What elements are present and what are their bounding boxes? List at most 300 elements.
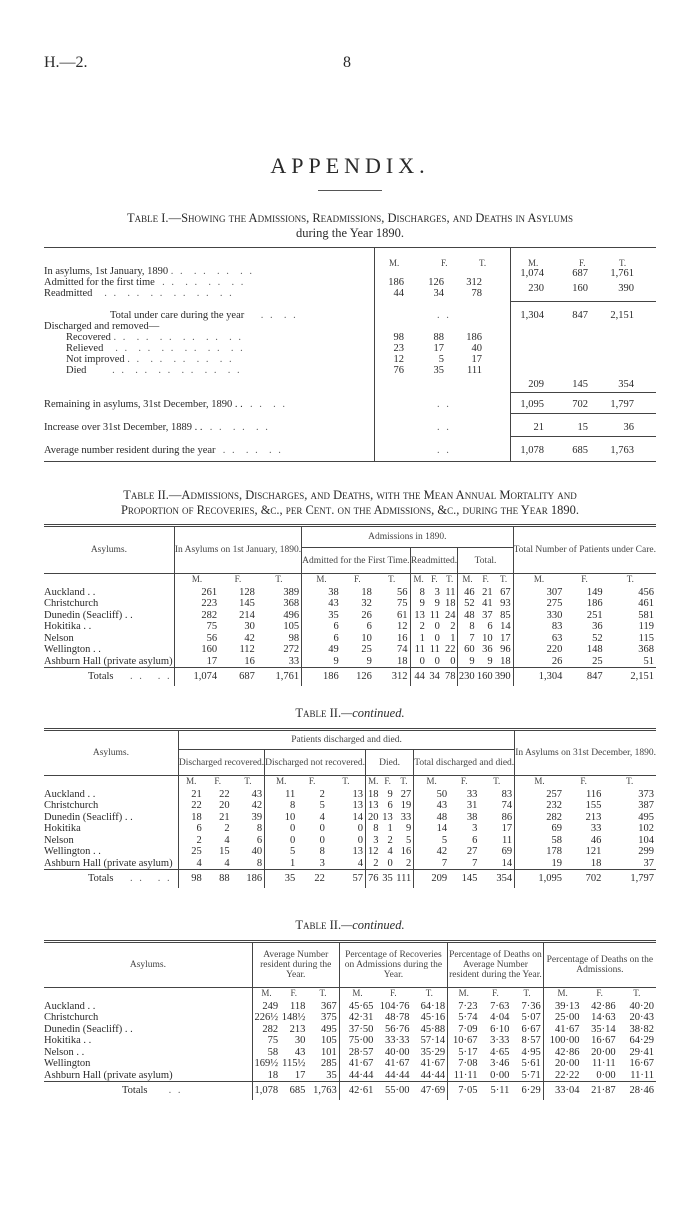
- cell-value: 389: [283, 586, 300, 598]
- t1-label-relieved: Relieved . . . . . . . . . . . .: [66, 343, 245, 354]
- cell-value: 128: [239, 586, 255, 598]
- cell-value: 0: [434, 632, 440, 644]
- cell-value: 5·74: [448, 1012, 480, 1024]
- cell-value: 5: [405, 834, 412, 846]
- cell-value: 4: [224, 857, 230, 869]
- cell-value: 7·09: [448, 1024, 480, 1036]
- cell-value: 8: [319, 846, 325, 857]
- total-value: 1,095: [515, 870, 564, 888]
- cell-value: 41·67: [543, 1024, 581, 1036]
- asylum-name: Ashburn Hall (private asylum): [44, 1069, 173, 1081]
- cell-value: 14·63: [591, 1012, 616, 1023]
- mft-head: F.: [384, 776, 391, 786]
- mft-head: T.: [446, 574, 454, 584]
- cell-value: 10: [265, 812, 298, 824]
- asylum-name: Auckland . .: [44, 1000, 96, 1012]
- cell-value: 13: [410, 610, 427, 622]
- mft-head: F.: [492, 988, 499, 998]
- cell-value: 7: [414, 858, 449, 870]
- total-value: 5·11: [490, 1085, 510, 1096]
- cell-value: 29·41: [629, 1046, 654, 1058]
- table-row: [44, 644, 656, 656]
- cell-value: 0: [387, 857, 393, 869]
- cell-value: 33: [466, 788, 478, 800]
- t2b-totals-row: Totals . . . . 98 88 186 35 22 57 76 35 111 209 145 354 1,095 702 1,797: [44, 870, 656, 888]
- mft-head: T.: [400, 776, 408, 786]
- cell-value: 2: [178, 835, 203, 847]
- cell-value: 257: [515, 789, 564, 801]
- mft-head: T.: [342, 776, 350, 786]
- cell-value: 4·04: [490, 1012, 510, 1023]
- table-row: [44, 1058, 656, 1070]
- cell-value: 93: [500, 598, 511, 609]
- total-value: 98: [178, 870, 203, 888]
- table-row: [44, 1012, 656, 1024]
- cell-value: 49: [302, 644, 341, 656]
- cell-value: 4: [178, 858, 203, 870]
- table-row: [44, 1070, 656, 1082]
- cell-value: 13: [352, 800, 363, 811]
- t2c-mft-row: [44, 988, 656, 1001]
- cell-value: 38: [302, 587, 341, 599]
- t1-dots-4: . .: [437, 445, 451, 456]
- asylum-name: Ashburn Hall (private asylum): [44, 857, 173, 869]
- cell-value: 30: [294, 1035, 306, 1046]
- t2b-head-asylums: Asylums.: [92, 748, 130, 758]
- t1-label-average: Average number resident during the year . . . . . .: [44, 445, 283, 456]
- cell-value: 17: [500, 632, 511, 644]
- cell-value: 18: [397, 655, 408, 667]
- cell-value: 44·44: [339, 1070, 375, 1082]
- cell-value: 75: [397, 598, 408, 609]
- cell-value: 17: [174, 656, 219, 668]
- cell-value: 42: [414, 846, 449, 858]
- cell-value: 104: [638, 834, 654, 846]
- mft-head: T.: [633, 988, 641, 998]
- cell-value: 40·20: [629, 1000, 654, 1012]
- cell-value: 2: [319, 788, 325, 800]
- mft-head: T.: [425, 988, 433, 998]
- t1-label-readmitted: Readmitted . . . . . . . . . . . .: [44, 288, 234, 299]
- mft-head: M.: [302, 574, 341, 587]
- table2b-cont: —continued.: [341, 706, 405, 720]
- cell-value: 104·76: [379, 1000, 410, 1012]
- cell-value: 149: [586, 586, 603, 598]
- cell-value: 4: [319, 811, 325, 823]
- t2c-head-pct-recoveries: Percentage of Recoveries on Admissions during the Year.: [339, 942, 447, 988]
- total-value: 145: [461, 873, 478, 884]
- table2: [44, 524, 656, 686]
- cell-value: 18: [365, 789, 380, 801]
- mft-head: T.: [319, 988, 327, 998]
- cell-value: 115½: [282, 1058, 306, 1069]
- t1-rule-d: [510, 436, 656, 437]
- asylum-name: Ashburn Hall (private asylum): [44, 655, 173, 667]
- total-value: 685: [289, 1085, 306, 1096]
- mft-head: M.: [448, 988, 480, 1001]
- cell-value: 496: [283, 609, 300, 621]
- cell-value: 11: [429, 644, 440, 655]
- mft-head: F.: [308, 776, 316, 786]
- cell-value: 33: [590, 823, 602, 834]
- table-row: [44, 598, 656, 610]
- cell-value: 6·67: [521, 1023, 541, 1035]
- t2b-mft-row: [44, 776, 656, 789]
- cell-value: 145: [239, 598, 255, 609]
- total-value: 1,074: [174, 668, 219, 686]
- t2-head-admissions: Admissions in 1890.: [302, 526, 514, 548]
- mft-head: F.: [580, 776, 587, 786]
- cell-value: 30: [244, 621, 255, 632]
- cell-value: 178: [515, 846, 564, 858]
- cell-value: 116: [586, 788, 602, 800]
- cell-value: 83: [513, 621, 564, 633]
- table2c-caption: [0, 918, 700, 933]
- t1-head-t: T.: [479, 258, 487, 268]
- total-value: 186: [246, 873, 263, 884]
- cell-value: 22: [219, 788, 230, 800]
- cell-value: 32: [361, 598, 372, 609]
- total-value: 186: [302, 668, 341, 686]
- cell-value: 64·29: [629, 1035, 654, 1046]
- cell-value: 41: [482, 598, 493, 609]
- table-row: [44, 823, 656, 835]
- table-row: [44, 610, 656, 622]
- table2b-caption: [0, 706, 700, 721]
- cell-value: 9: [387, 788, 393, 800]
- asylum-name: Hokitika . .: [44, 1035, 92, 1046]
- table1-caption: [44, 211, 656, 241]
- cell-value: 1: [265, 858, 298, 870]
- total-value: 390: [494, 671, 511, 682]
- t1-head-f2: F.: [579, 258, 586, 268]
- cell-value: 0·00: [490, 1069, 510, 1081]
- t2b-totals-label: Totals: [88, 873, 114, 884]
- cell-value: 101: [320, 1046, 337, 1058]
- cell-value: 11: [410, 644, 427, 656]
- total-value: 1,797: [630, 873, 654, 884]
- mft-head: T.: [493, 776, 501, 786]
- cell-value: 41·67: [339, 1058, 375, 1070]
- cell-value: 43: [414, 800, 449, 812]
- cell-value: 56: [174, 633, 219, 645]
- cell-value: 387: [638, 800, 654, 811]
- asylum-name: Auckland . .: [44, 586, 96, 598]
- cell-value: 3: [434, 586, 440, 598]
- t2c-totals-row: Totals . . 1,078 685 1,763 42·61 55·00 47·69 7·05 5·11 6·29 33·04 21·87 28·46: [44, 1082, 656, 1100]
- cell-value: 33·33: [384, 1035, 410, 1046]
- table-row: [44, 835, 656, 847]
- cell-value: 75: [174, 621, 219, 633]
- t1-label-not-improved: Not improved . . . . . . . . . .: [66, 354, 234, 365]
- cell-value: 11·11: [591, 1058, 616, 1069]
- asylum-name: Dunedin (Seacliff) . .: [44, 811, 133, 823]
- table1-top-rule: [44, 247, 656, 248]
- cell-value: 20·00: [591, 1046, 616, 1058]
- cell-value: 7·23: [448, 1001, 480, 1013]
- asylum-name: Christchurch: [44, 598, 99, 609]
- cell-value: 8: [410, 587, 427, 599]
- cell-value: 2: [450, 621, 456, 632]
- cell-value: 9: [302, 656, 341, 668]
- cell-value: 2: [387, 834, 393, 846]
- table2-caption-line2: Proportion of Recoveries, &c., per Cent. on the Admissions, &c., during the Year 1890.: [120, 503, 580, 517]
- cell-value: 105: [283, 621, 300, 632]
- t2-totals-label: Totals: [88, 671, 114, 682]
- total-value: 230: [458, 668, 477, 686]
- t1-dots-2: . .: [437, 399, 451, 410]
- t1-label-increase: Increase over 31st December, 1889 . . . . . . . .: [44, 422, 270, 433]
- cell-value: 42·31: [339, 1012, 375, 1024]
- mft-head: F.: [460, 776, 468, 786]
- mft-head: M.: [252, 988, 280, 1001]
- cell-value: 27: [466, 846, 478, 857]
- cell-value: 367: [320, 1000, 337, 1012]
- cell-value: 8·57: [521, 1035, 541, 1046]
- mft-head: T.: [626, 776, 634, 786]
- cell-value: 6: [178, 823, 203, 835]
- cell-value: 58: [252, 1047, 280, 1059]
- cell-value: 3·33: [490, 1035, 510, 1046]
- cell-value: 50: [414, 789, 449, 801]
- t1-label-died: Died . . . . . . . . . . . .: [66, 365, 242, 376]
- cell-value: 17: [294, 1069, 306, 1081]
- cell-value: 44·44: [420, 1069, 446, 1081]
- mft-head: M.: [515, 776, 564, 789]
- cell-value: 42·86: [543, 1047, 581, 1059]
- mft-head: F.: [431, 574, 438, 584]
- cell-value: 35·29: [420, 1046, 446, 1058]
- cell-value: 4: [357, 857, 363, 869]
- cell-value: 148: [586, 644, 603, 655]
- t2b-head-patients: Patients discharged and died.: [178, 730, 514, 750]
- cell-value: 5: [265, 846, 298, 858]
- asylum-name: Nelson: [44, 834, 74, 846]
- cell-value: 15: [219, 846, 230, 857]
- total-value: 78: [444, 671, 456, 682]
- cell-value: 2: [410, 621, 427, 633]
- cell-value: 13: [365, 800, 380, 812]
- t1-head-m2: M.: [528, 258, 539, 268]
- cell-value: 285: [320, 1058, 337, 1069]
- table2b-label: Table II.: [295, 706, 342, 720]
- t1-label-discharged: Discharged and removed—: [44, 321, 160, 332]
- cell-value: 100·00: [543, 1035, 581, 1047]
- cell-value: 9: [458, 656, 477, 668]
- cell-value: 0·00: [596, 1069, 616, 1081]
- cell-value: 282: [252, 1024, 280, 1036]
- total-value: 111: [396, 873, 412, 884]
- cell-value: 5·17: [448, 1047, 480, 1059]
- cell-value: 4·95: [521, 1046, 541, 1058]
- cell-value: 1: [387, 823, 393, 834]
- cell-value: 213: [289, 1023, 306, 1035]
- cell-value: 20: [219, 800, 230, 811]
- cell-value: 112: [239, 644, 255, 655]
- cell-value: 368: [283, 598, 300, 609]
- cell-value: 45·16: [420, 1012, 446, 1023]
- cell-value: 33: [288, 655, 300, 667]
- cell-value: 74: [397, 644, 408, 655]
- cell-value: 368: [638, 644, 654, 655]
- cell-value: 0: [265, 835, 298, 847]
- cell-value: 22: [178, 800, 203, 812]
- cell-value: 56: [397, 586, 408, 598]
- cell-value: 48·78: [384, 1012, 410, 1023]
- cell-value: 3: [472, 823, 478, 834]
- t2-head-readmitted: Readmitted.: [410, 548, 458, 574]
- page-number: 8: [343, 54, 351, 71]
- t2b-head-in-asylums: In Asylums on 31st December, 1890.: [515, 730, 656, 776]
- table-row: [44, 858, 656, 870]
- total-value: 2,151: [630, 671, 654, 682]
- cell-value: 0: [450, 655, 456, 667]
- cell-value: 31: [466, 800, 478, 811]
- cell-value: 43: [294, 1046, 306, 1058]
- cell-value: 275: [513, 598, 564, 610]
- total-value: 33·04: [543, 1082, 581, 1100]
- cell-value: 60: [458, 644, 477, 656]
- cell-value: 0: [357, 823, 363, 834]
- cell-value: 14: [352, 811, 363, 823]
- cell-value: 10: [361, 632, 372, 644]
- cell-value: 14: [414, 823, 449, 835]
- table2c: [44, 940, 656, 1100]
- cell-value: 19: [515, 858, 564, 870]
- cell-value: 160: [174, 644, 219, 656]
- cell-value: 8: [265, 800, 298, 812]
- cell-value: 373: [638, 788, 654, 800]
- asylum-name: Hokitika . .: [44, 621, 92, 632]
- t2-head-asylums: Asylums.: [90, 545, 127, 555]
- cell-value: 7: [458, 633, 477, 645]
- cell-value: 456: [638, 586, 654, 598]
- cell-value: 86: [501, 811, 513, 823]
- total-value: 1,304: [513, 668, 564, 686]
- cell-value: 43: [251, 788, 263, 800]
- total-value: 28·46: [629, 1085, 654, 1096]
- mft-head: M.: [178, 776, 203, 789]
- cell-value: 37: [482, 609, 493, 621]
- cell-value: 223: [174, 598, 219, 610]
- cell-value: 14: [501, 857, 513, 869]
- cell-value: 52: [458, 598, 477, 610]
- cell-value: 11·11: [448, 1070, 480, 1082]
- total-value: 21·87: [591, 1085, 616, 1096]
- mft-head: M.: [410, 574, 427, 587]
- cell-value: 226½: [252, 1012, 280, 1024]
- cell-value: 18: [590, 857, 602, 869]
- cell-value: 18: [178, 812, 203, 824]
- mft-head: F.: [214, 776, 221, 786]
- cell-value: 9: [366, 655, 372, 667]
- cell-value: 27: [400, 788, 412, 800]
- cell-value: 9: [434, 598, 440, 609]
- asylum-name: Wellington . .: [44, 846, 101, 857]
- t1-head-m: M.: [389, 258, 400, 268]
- cell-value: 495: [638, 811, 654, 823]
- cell-value: 33: [400, 811, 412, 823]
- cell-value: 6: [472, 834, 478, 846]
- cell-value: 42·86: [591, 1000, 616, 1012]
- cell-value: 18: [444, 598, 456, 609]
- cell-value: 232: [515, 800, 564, 812]
- mft-head: T.: [523, 988, 531, 998]
- t1-head-f: F.: [441, 258, 448, 268]
- t1-rule-a: [510, 301, 656, 302]
- cell-value: 35: [326, 1069, 337, 1081]
- t1-head-t2: T.: [619, 258, 627, 268]
- cell-value: 48: [414, 812, 449, 824]
- cell-value: 37·50: [339, 1024, 375, 1036]
- total-value: 847: [586, 671, 603, 682]
- t2b-head-not-recovered: Discharged not recovered.: [265, 750, 366, 776]
- total-value: 1,761: [275, 671, 300, 682]
- cell-value: 16: [397, 632, 408, 644]
- cell-value: 11: [265, 789, 298, 801]
- cell-value: 39·13: [543, 1001, 581, 1013]
- t1-label-recovered: Recovered . . . . . . . . . . . .: [66, 332, 244, 343]
- cell-value: 5: [319, 800, 325, 811]
- cell-value: 25: [178, 846, 203, 858]
- total-value: 57: [352, 873, 363, 884]
- asylum-name: Wellington: [44, 1058, 91, 1069]
- mft-head: F.: [234, 574, 242, 584]
- cell-value: 13: [382, 811, 393, 823]
- total-value: 312: [391, 671, 408, 682]
- cell-value: 11: [502, 834, 513, 846]
- cell-value: 18: [500, 655, 511, 667]
- total-value: 702: [585, 873, 602, 884]
- cell-value: 272: [283, 644, 300, 655]
- cell-value: 6: [387, 800, 393, 811]
- appendix-title: APPENDIX.: [270, 153, 430, 178]
- cell-value: 5·71: [521, 1069, 541, 1081]
- cell-value: 17: [501, 823, 513, 834]
- total-value: 44: [410, 668, 427, 686]
- cell-value: 21: [178, 789, 203, 801]
- t2-totals-row: Totals . . . . 1,074 687 1,761 186 126 312 44 34 78 230 160 390 1,304 847 2,151: [44, 668, 656, 686]
- table1-label: Table I.: [127, 211, 169, 225]
- t1-label-admitted: Admitted for the first time . . . . . . . .: [44, 277, 246, 288]
- cell-value: 1: [450, 632, 456, 644]
- cell-value: 20·43: [629, 1012, 654, 1023]
- cell-value: 20: [365, 812, 380, 824]
- t2c-head-pct-deaths-adm: Percentage of Deaths on the Admissions.: [543, 942, 656, 988]
- cell-value: 39: [251, 811, 263, 823]
- cell-value: 6: [487, 621, 493, 632]
- cell-value: 495: [320, 1023, 337, 1035]
- cell-value: 7·63: [490, 1000, 510, 1012]
- cell-value: 41·67: [420, 1058, 446, 1069]
- cell-value: 0: [265, 823, 298, 835]
- cell-value: 22·22: [543, 1070, 581, 1082]
- cell-value: 16·67: [591, 1035, 616, 1046]
- cell-value: 8: [365, 823, 380, 835]
- asylum-name: Christchurch: [44, 1012, 99, 1023]
- cell-value: 3·46: [490, 1058, 510, 1069]
- t1-label-remaining: Remaining in asylums, 31st December, 1890 . . . . . .: [44, 399, 288, 410]
- cell-value: 52: [592, 632, 603, 644]
- cell-value: 41·67: [384, 1058, 410, 1069]
- cell-value: 64·18: [420, 1000, 446, 1012]
- t2c-head-average: Average Number resident during the Year.: [252, 942, 339, 988]
- cell-value: 24: [444, 609, 456, 621]
- table2c-cont: —continued.: [341, 918, 405, 932]
- cell-value: 35: [302, 610, 341, 622]
- mft-head: M.: [458, 574, 477, 587]
- cell-value: 7: [472, 857, 478, 869]
